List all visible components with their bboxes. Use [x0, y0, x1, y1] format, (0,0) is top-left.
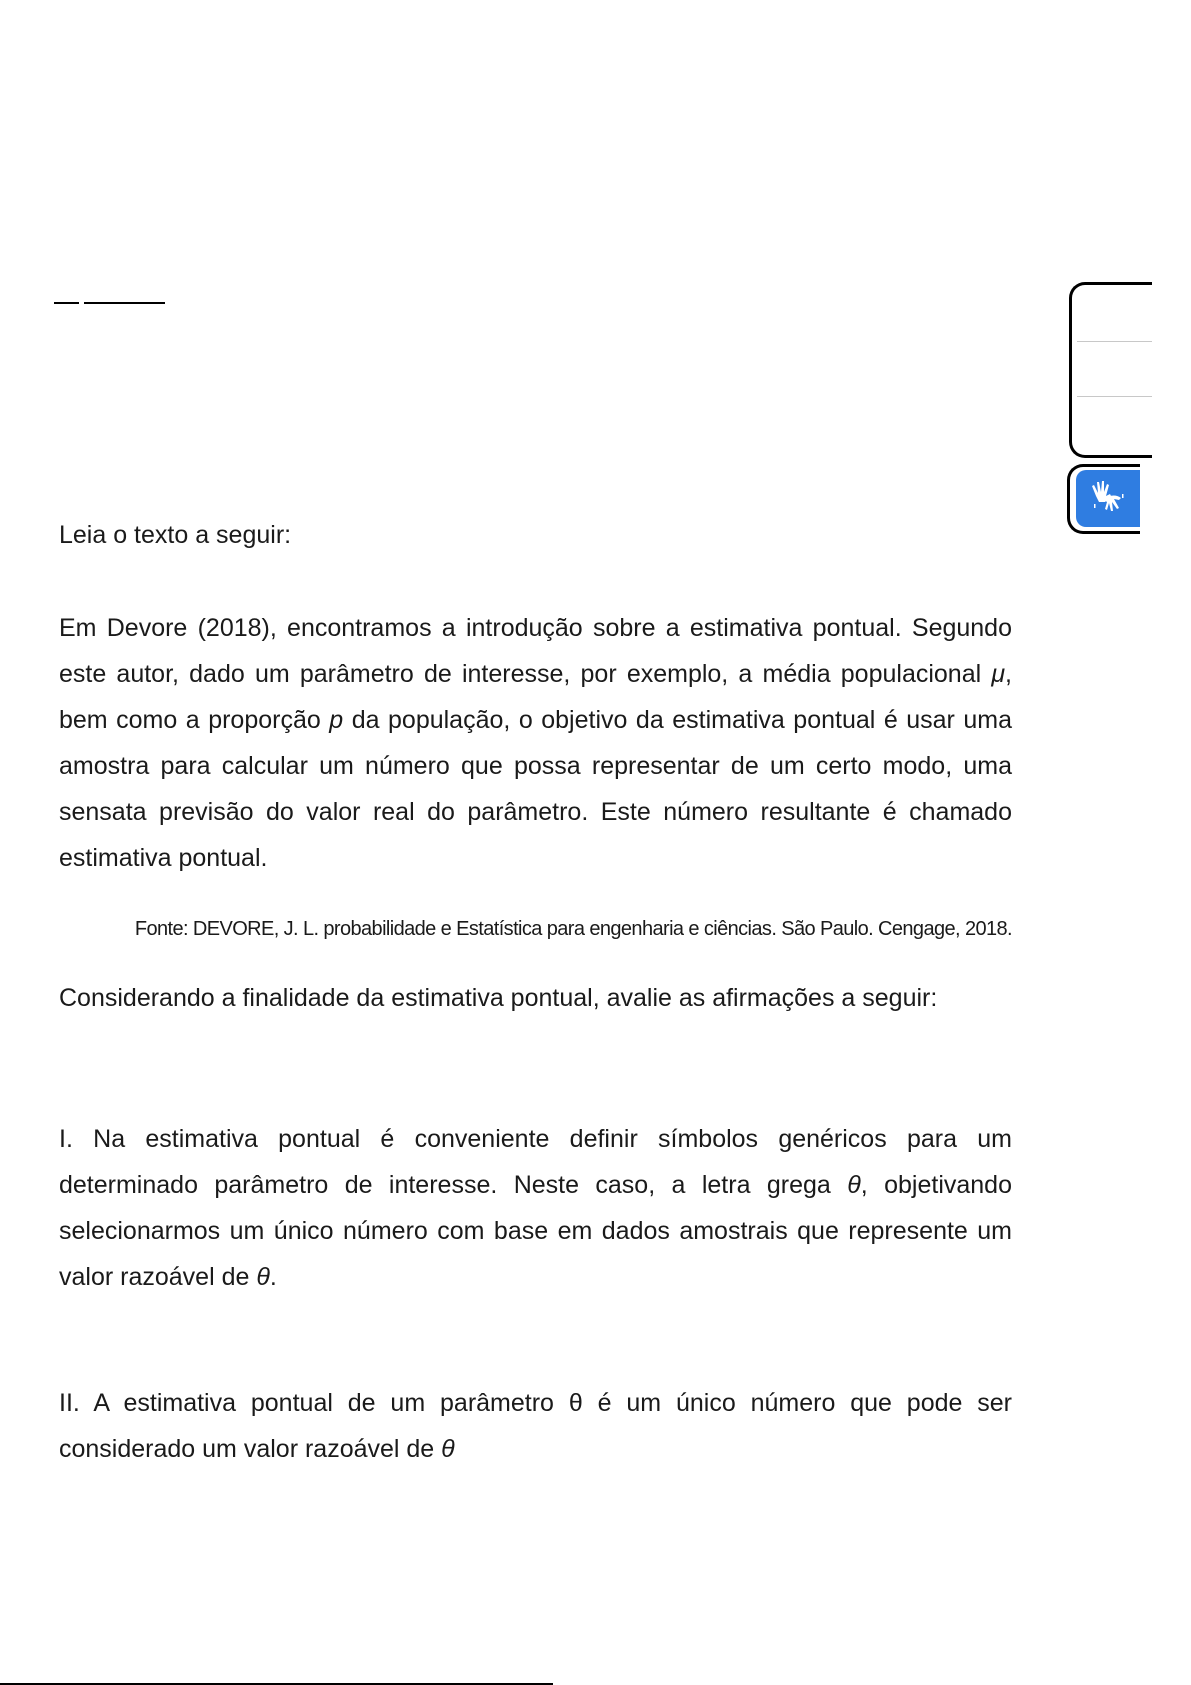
paragraph-devore: Em Devore (2018), encontramos a introdução sobre a estimativa pontual. Segundo este autor, dado um parâmetro de interesse, por exemplo, a média populacional μ, bem como a proporção p da população, o objetivo da estimativa pontual é usar uma amostra para calcular um número que possa representar de um certo modo, uma sensata previsão do valor real do parâmetro. Este número resultante é chamado estimativa pontual. [59, 614, 1012, 872]
divider [1077, 396, 1152, 397]
underline-decoration [84, 302, 165, 304]
statement-1: I. Na estimativa pontual é conveniente definir símbolos genéricos para um determinado parâmetro de interesse. Neste caso, a letra grega θ, objetivando selecionarmos um único número com base em dados amostrais que represente um valor razoável de θ. [59, 1125, 1012, 1291]
question-text: Considerando a finalidade da estimativa pontual, avalie as afirmações a seguir: [59, 984, 938, 1012]
source-citation: Fonte: DEVORE, J. L. probabilidade e Estatística para engenharia e ciências. São Paulo. Cengage, 2018. [134, 918, 1012, 940]
intro-text: Leia o texto a seguir: [59, 521, 292, 549]
sign-language-icon [1088, 476, 1128, 521]
sign-language-button[interactable] [1076, 470, 1140, 527]
accessibility-libras-widget[interactable] [1067, 464, 1140, 534]
statement-2: II. A estimativa pontual de um parâmetro θ é um único número que pode ser considerado um valor razoável de θ [59, 1389, 1012, 1463]
underline-decoration [54, 302, 79, 304]
side-toolbar-panel[interactable] [1069, 282, 1152, 458]
divider [1077, 341, 1152, 342]
